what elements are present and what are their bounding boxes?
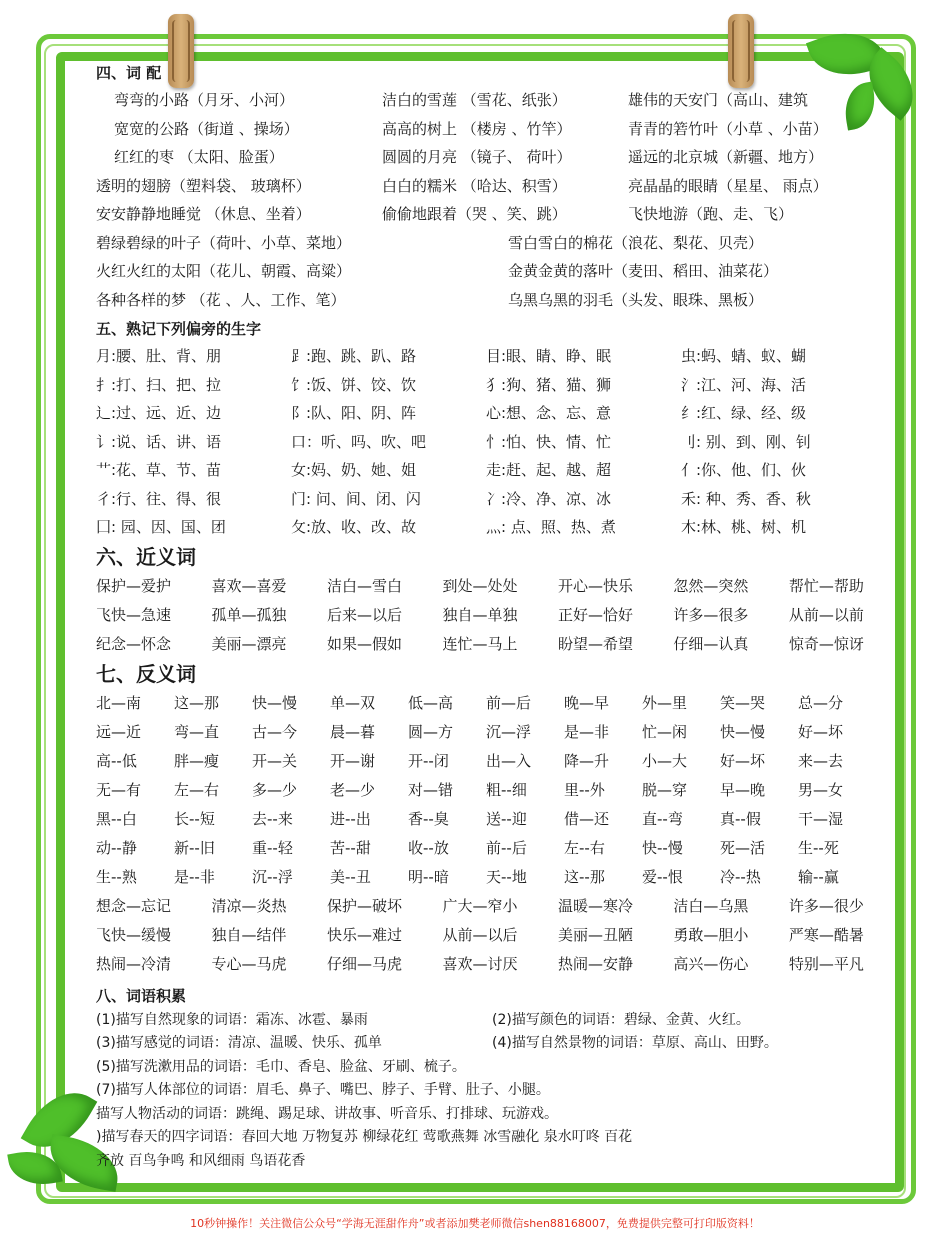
antonym-pair: 收--放 [408, 838, 449, 857]
antonym-pair: 无—有 [96, 780, 142, 799]
antonym-pair: 快—慢 [252, 693, 298, 712]
synonym-pair: 飞快—急速 [96, 605, 172, 624]
radical-cell: 虫:蚂、蜻、蚁、蝴 [681, 347, 807, 365]
section7-rows [96, 689, 876, 979]
collocation-cell: 飞快地游（跑、走、飞） [628, 205, 794, 223]
table-row [96, 371, 876, 400]
antonym-pair: 左--右 [564, 838, 605, 857]
antonym-pair: 专心—马虎 [211, 954, 287, 973]
synonym-pair: 后来—以后 [326, 605, 402, 624]
antonym-pair: 黑--白 [96, 809, 137, 828]
accumulation-item: (3)描写感觉的词语：清凉、温暖、快乐、孤单 [96, 1035, 382, 1051]
accumulation-item: (5)描写洗漱用品的词语：毛巾、香皂、脸盆、牙刷、梳子。 [96, 1058, 466, 1075]
section8-title: 八、词语积累 [96, 986, 187, 1005]
antonym-pair: 广大—窄小 [442, 896, 518, 915]
table-row [96, 601, 876, 630]
synonym-pair: 盼望—希望 [557, 634, 633, 653]
collocation-cell: 雪白雪白的棉花（浪花、梨花、贝壳） [508, 233, 764, 252]
antonym-pair: 圆—方 [408, 722, 454, 741]
section5-rows [96, 342, 876, 542]
radical-cell: 囗: 园、因、国、团 [96, 518, 226, 536]
radical-cell: 心:想、念、忘、意 [486, 404, 612, 422]
footer-notice: 10秒钟操作！关注微信公众号“学海无涯甜作舟”或者添加樊老师微信shen88168007，免费提供完整可打印版资料！ [190, 1217, 760, 1230]
antonym-pair: 这--那 [564, 867, 605, 886]
collocation-cell: 圆圆的月亮 （镜子、 荷叶） [382, 148, 572, 166]
list-item [96, 1103, 876, 1127]
antonym-pair: 总—分 [798, 693, 844, 712]
synonym-pair: 美丽—漂亮 [211, 634, 287, 653]
synonym-pair: 纪念—怀念 [96, 634, 172, 653]
table-row [96, 257, 876, 286]
antonym-pair: 进--出 [330, 809, 371, 828]
table-row [96, 572, 876, 601]
antonym-pair: 胖—瘦 [174, 751, 220, 770]
antonym-pair: 忙—闲 [642, 722, 688, 741]
table-row [96, 805, 876, 834]
antonym-pair: 出—入 [486, 751, 532, 770]
antonym-pair: 送--迎 [486, 809, 527, 828]
antonym-pair: 前—后 [486, 693, 532, 712]
list-item [96, 1056, 876, 1080]
radical-cell: 禾: 种、秀、香、秋 [681, 489, 811, 508]
synonym-pair: 正好—恰好 [557, 605, 633, 624]
antonym-pair: 去--来 [252, 809, 293, 828]
table-row [96, 513, 876, 542]
section5-title: 五、熟记下列偏旁的生字 [96, 320, 262, 338]
table-row [96, 456, 876, 485]
radical-cell: 刂: 别、到、刚、钊 [681, 432, 811, 451]
table-row [96, 950, 876, 979]
synonym-pair: 孤单—孤独 [211, 605, 287, 624]
antonym-pair: 重--轻 [252, 838, 293, 857]
antonym-pair: 里--外 [564, 780, 605, 799]
antonym-pair: 快—慢 [720, 722, 766, 741]
antonym-pair: 晨—暮 [330, 722, 376, 741]
radical-cell: 艹:花、草、节、苗 [96, 461, 222, 479]
radical-cell: 目:眼、睛、睁、眠 [486, 347, 612, 365]
radical-cell: ⻊:跑、跳、趴、路 [291, 347, 417, 365]
antonym-pair: 快乐—难过 [326, 925, 402, 944]
section6-rows [96, 572, 876, 659]
antonym-pair: 多—少 [252, 780, 298, 799]
synonym-pair: 洁白—雪白 [326, 576, 402, 595]
list-item [96, 1150, 876, 1171]
radical-cell: 纟:红、绿、经、级 [681, 404, 807, 422]
antonym-pair: 弯—直 [174, 722, 220, 741]
antonym-pair: 早—晚 [720, 780, 766, 799]
collocation-cell: 宽宽的公路（街道 、操场） [114, 119, 299, 138]
antonym-pair: 男—女 [798, 780, 844, 799]
collocation-cell: 遥远的北京城（新疆、地方） [628, 148, 824, 166]
accumulation-item: (2)描写颜色的词语：碧绿、金黄、火红。 [492, 1011, 750, 1028]
antonym-pair: 单—双 [330, 693, 376, 712]
table-row [96, 115, 876, 144]
accumulation-item: )描写春天的四字词语：春回大地 万物复苏 柳绿花红 莺歌燕舞 冰雪融化 泉水叮咚 百花 [96, 1129, 633, 1145]
collocation-cell: 透明的翅膀（塑料袋、 玻璃杯） [96, 176, 311, 195]
collocation-cell: 火红火红的太阳（花儿、朝霞、高粱） [96, 262, 352, 280]
radical-cell: 忄:怕、快、情、忙 [486, 432, 612, 451]
antonym-pair: 特别—平凡 [788, 954, 864, 973]
synonym-pair: 仔细—认真 [673, 634, 749, 653]
antonym-pair: 热闹—冷清 [96, 954, 172, 973]
table-row [96, 229, 876, 258]
radical-cell: 氵:江、河、海、活 [681, 375, 807, 394]
synonym-pair: 帮忙—帮助 [788, 576, 864, 595]
radical-cell: 亻:你、他、们、伙 [681, 461, 807, 479]
table-row [96, 286, 876, 315]
table-row [96, 834, 876, 863]
table-row [96, 747, 876, 776]
table-row [96, 863, 876, 892]
antonym-pair: 美丽—丑陋 [557, 925, 633, 944]
antonym-pair: 温暖—寒冷 [557, 896, 633, 915]
synonym-pair: 喜欢—喜爱 [211, 576, 287, 595]
radical-cell: 走:赶、起、越、超 [486, 461, 612, 479]
antonym-pair: 沉—浮 [486, 722, 532, 741]
table-row [96, 892, 876, 921]
collocation-cell: 青青的箬竹叶（小草 、小苗） [628, 119, 828, 138]
antonym-pair: 沉--浮 [252, 867, 293, 886]
antonym-pair: 外—里 [642, 693, 688, 712]
antonym-pair: 老—少 [330, 780, 376, 799]
radical-cell: 阝:队、阳、阴、阵 [291, 404, 417, 422]
table-row [96, 342, 876, 371]
accumulation-item: 齐放 百鸟争鸣 和风细雨 鸟语花香 [96, 1152, 306, 1169]
section4-rows [96, 86, 876, 314]
radical-cell: 饣:饭、饼、饺、饮 [291, 375, 417, 394]
antonym-pair: 死—活 [720, 838, 766, 857]
table-row [96, 172, 876, 201]
radical-cell: 辶:过、远、近、边 [96, 404, 222, 422]
radical-cell: 扌:打、扫、把、拉 [96, 375, 222, 394]
antonym-pair: 开—关 [252, 751, 298, 770]
collocation-cell: 雄伟的天安门（高山、建筑 [628, 91, 809, 109]
antonym-pair: 明--暗 [408, 867, 449, 886]
table-row [96, 689, 876, 718]
collocation-cell: 各种各样的梦 （花 、人、工作、笔） [96, 290, 346, 309]
section4-title: 四、词 配 [96, 64, 162, 82]
table-row [96, 399, 876, 428]
collocation-cell: 乌黑乌黑的羽毛（头发、眼珠、黑板） [508, 290, 764, 309]
antonym-pair: 真--假 [720, 809, 761, 828]
collocation-cell: 安安静静地睡觉 （休息、坐着） [96, 205, 311, 223]
worksheet-content [96, 60, 876, 1170]
radical-cell: 灬: 点、照、热、煮 [486, 518, 616, 536]
radical-cell: 女:妈、奶、她、姐 [291, 461, 417, 479]
antonym-pair: 想念—忘记 [96, 896, 172, 915]
table-row [96, 630, 876, 659]
collocation-cell: 弯弯的小路（月牙、小河） [114, 91, 295, 109]
radical-cell: 犭:狗、猪、猫、狮 [486, 375, 612, 394]
antonym-pair: 高兴—伤心 [673, 954, 749, 973]
antonym-pair: 这—那 [174, 693, 220, 712]
radical-cell: 冫:冷、净、凉、冰 [486, 489, 612, 508]
antonym-pair: 脱—穿 [642, 780, 688, 799]
antonym-pair: 左—右 [174, 780, 220, 799]
antonym-pair: 开—谢 [330, 751, 376, 770]
synonym-pair: 开心—快乐 [557, 576, 633, 595]
antonym-pair: 独自—结伴 [211, 925, 287, 944]
antonym-pair: 小—大 [642, 751, 688, 770]
antonym-pair: 开--闭 [408, 751, 449, 770]
antonym-pair: 香--臭 [408, 809, 449, 828]
antonym-pair: 冷--热 [720, 867, 761, 886]
table-row [96, 200, 876, 229]
antonym-pair: 爱--恨 [642, 867, 683, 886]
list-item [96, 1126, 876, 1150]
radical-cell: 月:腰、肚、背、朋 [96, 347, 222, 365]
collocation-cell: 亮晶晶的眼睛（星星、 雨点） [628, 176, 828, 195]
synonym-pair: 保护—爱护 [96, 576, 172, 595]
radical-cell: 口：听、吗、吹、吧 [291, 432, 427, 451]
antonym-pair: 长--短 [174, 809, 215, 828]
collocation-cell: 金黄金黄的落叶（麦田、稻田、油菜花） [508, 262, 779, 280]
table-row [96, 143, 876, 172]
antonym-pair: 天--地 [486, 867, 527, 886]
antonym-pair: 清凉—炎热 [211, 896, 287, 915]
antonym-pair: 好—坏 [798, 722, 844, 741]
radical-cell: 讠:说、话、讲、语 [96, 432, 222, 451]
radical-cell: 攵:放、收、改、故 [291, 518, 417, 536]
synonym-pair: 从前—以前 [788, 605, 864, 624]
synonym-pair: 许多—很多 [673, 605, 749, 624]
section8-rows [96, 1009, 876, 1171]
list-item [96, 1009, 876, 1033]
section6-title: 六、近义词 [96, 544, 196, 569]
accumulation-item: (4)描写自然景物的词语：草原、高山、田野。 [492, 1035, 778, 1051]
antonym-pair: 低—高 [408, 693, 454, 712]
antonym-pair: 热闹—安静 [557, 954, 633, 973]
antonym-pair: 来—去 [798, 751, 844, 770]
antonym-pair: 好—坏 [720, 751, 766, 770]
collocation-cell: 高高的树上 （楼房 、竹竿） [382, 119, 572, 138]
synonym-pair: 独自—单独 [442, 605, 518, 624]
antonym-pair: 从前—以后 [442, 925, 518, 944]
antonym-pair: 笑—哭 [720, 693, 766, 712]
synonym-pair: 惊奇—惊讶 [788, 634, 864, 653]
section7-title: 七、反义词 [96, 661, 196, 686]
radical-cell: 木:林、桃、树、机 [681, 518, 807, 536]
antonym-pair: 是--非 [174, 867, 215, 886]
antonym-pair: 对—错 [408, 780, 454, 799]
antonym-pair: 美--丑 [330, 867, 371, 886]
antonym-pair: 新--旧 [174, 838, 215, 857]
table-row [96, 86, 876, 115]
synonym-pair: 忽然—突然 [673, 576, 749, 595]
antonym-pair: 生--死 [798, 838, 839, 857]
antonym-pair: 晚—早 [564, 693, 610, 712]
antonym-pair: 苦--甜 [330, 838, 371, 857]
antonym-pair: 动--静 [96, 838, 137, 857]
table-row [96, 776, 876, 805]
antonym-pair: 降—升 [564, 751, 610, 770]
collocation-cell: 碧绿碧绿的叶子（荷叶、小草、菜地） [96, 233, 352, 252]
antonym-pair: 前--后 [486, 838, 527, 857]
antonym-pair: 快--慢 [642, 838, 683, 857]
antonym-pair: 勇敢—胆小 [673, 925, 749, 944]
antonym-pair: 高--低 [96, 751, 137, 770]
radical-cell: 门: 问、间、闭、闪 [291, 489, 421, 508]
antonym-pair: 借—还 [564, 809, 610, 828]
antonym-pair: 飞快—缓慢 [96, 925, 172, 944]
collocation-cell: 偷偷地跟着（哭 、笑、跳） [382, 205, 567, 223]
accumulation-item: (1)描写自然现象的词语：霜冻、冰雹、暴雨 [96, 1011, 368, 1028]
collocation-cell: 红红的枣 （太阳、脸蛋） [114, 148, 284, 166]
synonym-pair: 到处—处处 [442, 576, 518, 595]
accumulation-item: 描写人物活动的词语：跳绳、踢足球、讲故事、听音乐、打排球、玩游戏。 [96, 1105, 558, 1122]
list-item [96, 1032, 876, 1056]
antonym-pair: 许多—很少 [788, 896, 864, 915]
antonym-pair: 干—湿 [798, 809, 844, 828]
antonym-pair: 生--熟 [96, 867, 137, 886]
accumulation-item: (7)描写人体部位的词语：眉毛、鼻子、嘴巴、脖子、手臂、肚子、小腿。 [96, 1082, 550, 1098]
collocation-cell: 白白的糯米 （哈达、积雪） [382, 176, 567, 195]
antonym-pair: 直--弯 [642, 809, 683, 828]
table-row [96, 718, 876, 747]
synonym-pair: 连忙—马上 [442, 634, 518, 653]
antonym-pair: 古—今 [252, 722, 298, 741]
antonym-pair: 洁白—乌黑 [673, 896, 749, 915]
list-item [96, 1079, 876, 1103]
antonym-pair: 喜欢—讨厌 [442, 954, 518, 973]
antonym-pair: 严寒—酷暑 [788, 925, 864, 944]
antonym-pair: 北—南 [96, 693, 142, 712]
antonym-pair: 远—近 [96, 722, 142, 741]
table-row [96, 921, 876, 950]
collocation-cell: 洁白的雪莲 （雪花、纸张） [382, 91, 567, 109]
antonym-pair: 输--赢 [798, 867, 839, 886]
table-row [96, 428, 876, 457]
antonym-pair: 粗--细 [486, 780, 527, 799]
radical-cell: 彳:行、往、得、很 [96, 489, 222, 508]
table-row [96, 485, 876, 514]
antonym-pair: 是—非 [564, 722, 610, 741]
antonym-pair: 仔细—马虎 [326, 954, 402, 973]
antonym-pair: 保护—破坏 [326, 896, 402, 915]
synonym-pair: 如果—假如 [326, 634, 402, 653]
